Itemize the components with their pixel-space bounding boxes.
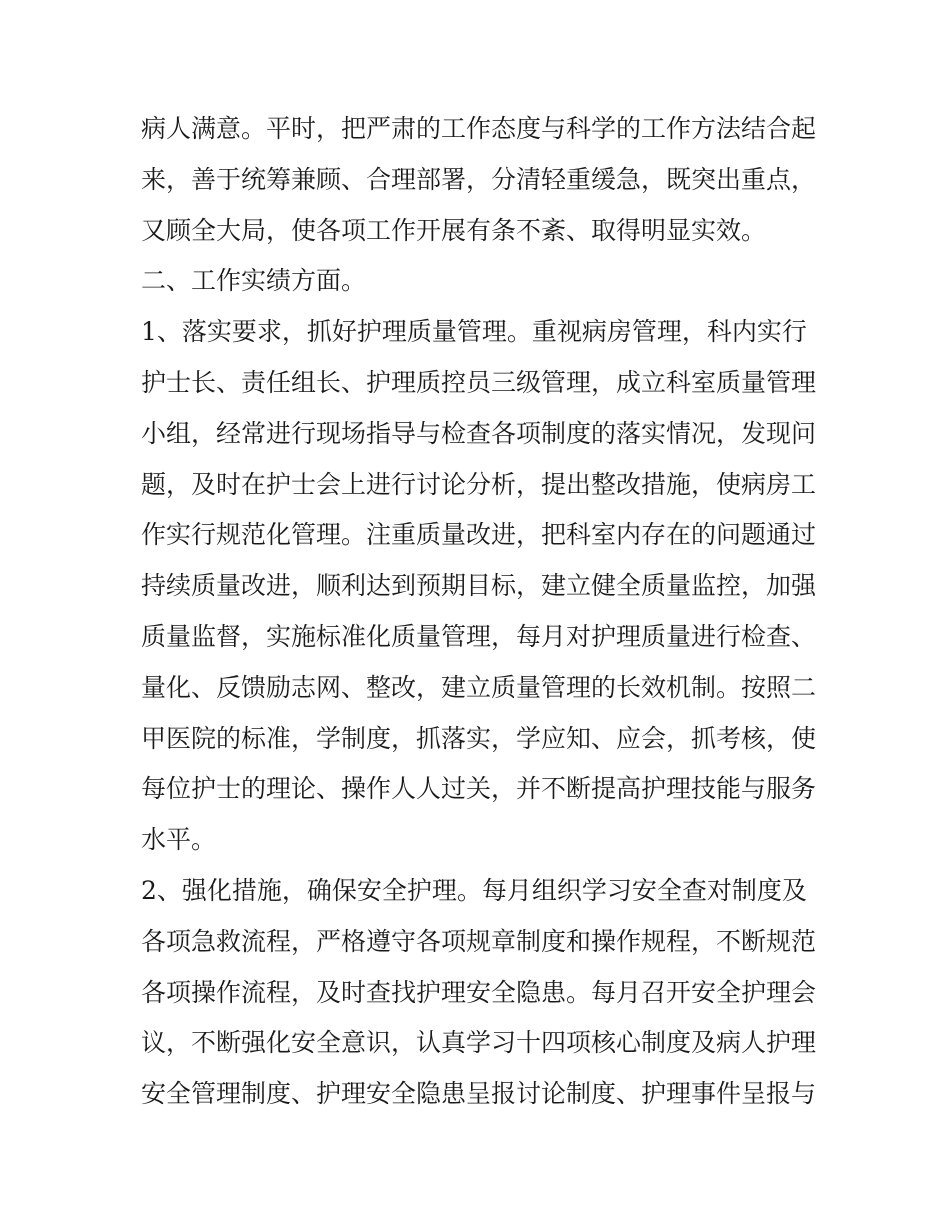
- section-heading: 二、工作实绩方面。: [141, 266, 367, 296]
- text-line: 议，不断强化安全意识，认真学习十四项核心制度及病人护理: [141, 1028, 817, 1058]
- text-line: 每位护士的理论、操作人人过关，并不断提高护理技能与服务: [141, 774, 817, 804]
- text-line: 量化、反馈励志网、整改，建立质量管理的长效机制。按照二: [141, 672, 817, 702]
- text-line: 各项急救流程，严格遵守各项规章制度和操作规程，不断规范: [141, 926, 817, 956]
- text-line: 病人满意。平时，把严肃的工作态度与科学的工作方法结合起: [141, 114, 817, 143]
- text-line: 水平。: [141, 825, 217, 855]
- text-line: 甲医院的标准，学制度，抓落实，学应知、应会，抓考核，使: [141, 723, 817, 753]
- text-line: 持续质量改进，顺利达到预期目标，建立健全质量监控，加强: [141, 571, 817, 601]
- text-line: 题，及时在护士会上进行讨论分析，提出整改措施，使病房工: [141, 469, 817, 499]
- text-line: 各项操作流程，及时查找护理安全隐患。每月召开安全护理会: [141, 977, 817, 1007]
- text-line: 1、落实要求，抓好护理质量管理。重视病房管理，科内实行: [141, 317, 807, 347]
- text-line: 来，善于统筹兼顾、合理部署，分清轻重缓急，既突出重点，: [141, 164, 817, 194]
- text-line: 作实行规范化管理。注重质量改进，把科室内存在的问题通过: [141, 520, 817, 550]
- text-line: 安全管理制度、护理安全隐患呈报讨论制度、护理事件呈报与: [141, 1079, 817, 1109]
- text-line: 2、强化措施，确保安全护理。每月组织学习安全查对制度及: [141, 875, 807, 905]
- text-line: 又顾全大局，使各项工作开展有条不紊、取得明显实效。: [141, 215, 767, 245]
- text-line: 护士长、责任组长、护理质控员三级管理，成立科室质量管理: [141, 367, 817, 397]
- document-body: [141, 104, 817, 1120]
- text-line: 质量监督，实施标准化质量管理，每月对护理质量进行检查、: [141, 621, 817, 651]
- text-line: 小组，经常进行现场指导与检查各项制度的落实情况，发现问: [141, 418, 817, 448]
